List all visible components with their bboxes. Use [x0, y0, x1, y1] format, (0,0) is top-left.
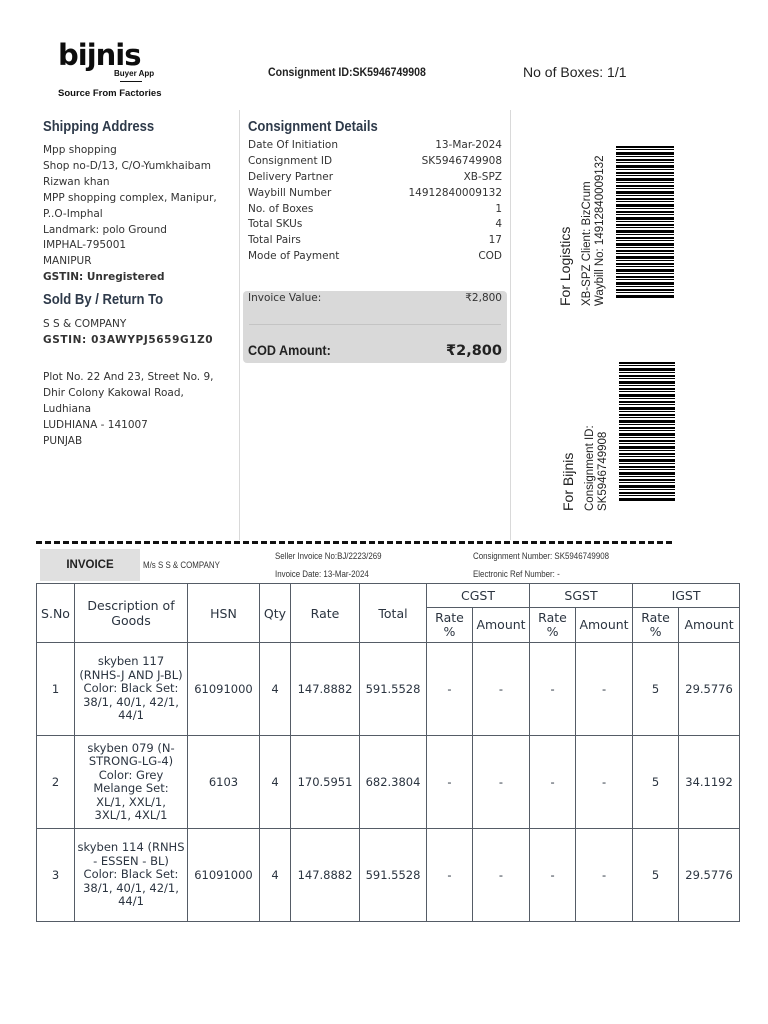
invoice-date: Invoice Date: 13-Mar-2024	[275, 569, 369, 579]
invoice-value-row	[248, 292, 502, 304]
brand-subtitle: Buyer App	[114, 69, 155, 78]
cell-qty: 4	[260, 643, 291, 736]
cod-summary-box	[243, 291, 507, 363]
col-sgst-header: SGST	[530, 584, 633, 608]
column-divider-left	[239, 110, 240, 540]
cell-total: 682.3804	[360, 736, 427, 829]
cod-amount-value: ₹2,800	[446, 343, 502, 359]
for-logistics-label: For Logistics	[557, 226, 573, 306]
cell-cgst-rate: -	[427, 736, 473, 829]
detail-row	[248, 233, 502, 249]
invoice-buyer: M/s S S & COMPANY	[143, 560, 220, 570]
detail-label: No. of Boxes	[248, 202, 314, 215]
header-box-count: No of Boxes: 1/1	[523, 64, 627, 80]
waybill-barcode	[616, 146, 674, 298]
seller-name: S S & COMPANY	[43, 318, 127, 330]
detail-value: 17	[488, 234, 502, 247]
seller-title: Sold By / Return To	[43, 292, 164, 308]
igst-rate-header: Rate %	[633, 608, 679, 643]
cell-igst-rate: 5	[633, 643, 679, 736]
shipping-address	[43, 143, 217, 286]
shipping-address-title: Shipping Address	[43, 119, 155, 135]
cell-igst-amount: 34.1192	[679, 736, 740, 829]
cell-rate: 147.8882	[291, 829, 360, 922]
table-header-row	[37, 584, 740, 608]
col-description-header: Description of Goods	[75, 584, 188, 643]
seller-address-line: PUNJAB	[43, 434, 83, 447]
detail-value: 1	[495, 202, 502, 215]
col-igst-header: IGST	[633, 584, 740, 608]
sgst-amount-header: Amount	[576, 608, 633, 643]
cgst-amount-header: Amount	[473, 608, 530, 643]
shipping-line: MANIPUR	[43, 255, 92, 268]
column-divider-right	[510, 110, 511, 540]
detail-label: Mode of Payment	[248, 250, 340, 263]
detail-row	[248, 154, 502, 170]
cell-cgst-rate: -	[427, 829, 473, 922]
shipping-line: Shop no-D/13, C/O-Yumkhaibam	[43, 159, 211, 172]
col-total-header: Total	[360, 584, 427, 643]
col-hsn-header: HSN	[188, 584, 260, 643]
cell-sgst-amount: -	[576, 829, 633, 922]
brand-rule	[120, 81, 142, 82]
detail-row	[248, 170, 502, 186]
bijnis-consignment-value: SK5946749908	[597, 431, 609, 511]
brand-name: bijnis	[58, 38, 141, 72]
detail-value: 4	[495, 218, 502, 231]
seller-address-line: LUDHIANA - 141007	[43, 418, 148, 431]
cell-sgst-rate: -	[530, 736, 576, 829]
cell-qty: 4	[260, 736, 291, 829]
cell-cgst-amount: -	[473, 829, 530, 922]
shipping-gstin: GSTIN: Unregistered	[43, 271, 165, 284]
invoice-consignment-number: Consignment Number: SK5946749908	[473, 551, 610, 561]
cell-description: skyben 079 (N-STRONG-LG-4) Color: Grey Melange Set: XL/1, XXL/1, 3XL/1, 4XL/1	[75, 736, 188, 829]
cell-description: skyben 117 (RNHS-J AND J-BL) Color: Black Set: 38/1, 40/1, 42/1, 44/1	[75, 643, 188, 736]
seller-block	[43, 316, 213, 348]
consignment-details-title: Consignment Details	[248, 119, 378, 135]
cell-rate: 147.8882	[291, 643, 360, 736]
cod-amount-row	[248, 342, 502, 359]
brand-logo	[58, 38, 156, 78]
for-bijnis-label: For Bijnis	[560, 452, 576, 511]
seller-address-line: Plot No. 22 And 23, Street No. 9,	[43, 371, 214, 383]
igst-amount-header: Amount	[679, 608, 740, 643]
detail-value: SK5946749908	[421, 154, 502, 167]
detail-value: 13-Mar-2024	[435, 139, 502, 151]
detail-label: Date Of Initiation	[248, 139, 338, 151]
detail-row	[248, 138, 502, 154]
detail-value: COD	[478, 250, 502, 263]
cell-description: skyben 114 (RNHS - ESSEN - BL) Color: Black Set: 38/1, 40/1, 42/1, 44/1	[75, 829, 188, 922]
seller-address-line: Ludhiana	[43, 402, 92, 415]
cod-amount-label: COD Amount:	[248, 342, 331, 358]
col-sno-header: S.No	[37, 584, 75, 643]
cell-sno: 1	[37, 643, 75, 736]
cell-hsn: 61091000	[188, 643, 260, 736]
electronic-ref-number: Electronic Ref Number: -	[473, 569, 560, 579]
invoice-items-table	[36, 583, 740, 922]
detail-row	[248, 186, 502, 202]
cell-rate: 170.5951	[291, 736, 360, 829]
shipping-line: Rizwan khan	[43, 175, 110, 188]
cell-igst-amount: 29.5776	[679, 829, 740, 922]
shipping-line: P..O-Imphal	[43, 207, 103, 220]
table-row	[37, 736, 740, 829]
detail-label: Consignment ID	[248, 154, 333, 167]
invoice-value: ₹2,800	[465, 292, 502, 304]
header-consignment-id: Consignment ID:SK5946749908	[268, 65, 426, 79]
cell-igst-rate: 5	[633, 829, 679, 922]
cell-sgst-rate: -	[530, 829, 576, 922]
cod-divider	[249, 324, 501, 325]
cgst-rate-header: Rate %	[427, 608, 473, 643]
col-cgst-header: CGST	[427, 584, 530, 608]
cell-sno: 3	[37, 829, 75, 922]
brand-tagline: Source From Factories	[58, 88, 162, 99]
shipping-line: Landmark: polo Ground	[43, 223, 167, 236]
consignment-details-table	[248, 138, 502, 265]
cell-qty: 4	[260, 829, 291, 922]
seller-address-line: Dhir Colony Kakowal Road,	[43, 386, 184, 399]
cell-total: 591.5528	[360, 829, 427, 922]
detail-value: 14912840009132	[408, 186, 502, 199]
detail-row	[248, 202, 502, 218]
detail-label: Total Pairs	[248, 234, 301, 247]
seller-address	[43, 370, 214, 450]
cell-total: 591.5528	[360, 643, 427, 736]
shipping-line: IMPHAL-795001	[43, 239, 127, 252]
cell-hsn: 61091000	[188, 829, 260, 922]
cell-cgst-rate: -	[427, 643, 473, 736]
detail-label: Delivery Partner	[248, 170, 334, 183]
cell-igst-amount: 29.5776	[679, 643, 740, 736]
shipping-line: MPP shopping complex, Manipur,	[43, 191, 217, 204]
cell-igst-rate: 5	[633, 736, 679, 829]
cell-sno: 2	[37, 736, 75, 829]
cell-sgst-amount: -	[576, 736, 633, 829]
detail-label: Waybill Number	[248, 186, 332, 199]
bijnis-consignment-label: Consignment ID:	[584, 425, 596, 511]
col-rate-header: Rate	[291, 584, 360, 643]
sgst-rate-header: Rate %	[530, 608, 576, 643]
detail-label: Total SKUs	[248, 218, 303, 231]
invoice-chip: INVOICE	[40, 549, 140, 581]
table-row	[37, 829, 740, 922]
seller-gstin: GSTIN: 03AWYPJ5659G1Z0	[43, 334, 214, 346]
cut-line	[36, 541, 672, 544]
cell-cgst-amount: -	[473, 736, 530, 829]
logistics-waybill-line: Waybill No: 14912840009132	[594, 155, 606, 306]
seller-invoice-number: Seller Invoice No:BJ/2223/269	[275, 551, 382, 561]
table-row	[37, 643, 740, 736]
consignment-barcode	[619, 362, 675, 502]
col-qty-header: Qty	[260, 584, 291, 643]
cell-sgst-rate: -	[530, 643, 576, 736]
shipping-line: Mpp shopping	[43, 144, 117, 156]
cell-hsn: 6103	[188, 736, 260, 829]
logistics-client-line: XB-SPZ Client: BizCrum	[581, 181, 593, 306]
cell-cgst-amount: -	[473, 643, 530, 736]
detail-row	[248, 249, 502, 265]
detail-value: XB-SPZ	[463, 170, 502, 183]
invoice-value-label: Invoice Value:	[248, 292, 322, 304]
detail-row	[248, 217, 502, 233]
cell-sgst-amount: -	[576, 643, 633, 736]
